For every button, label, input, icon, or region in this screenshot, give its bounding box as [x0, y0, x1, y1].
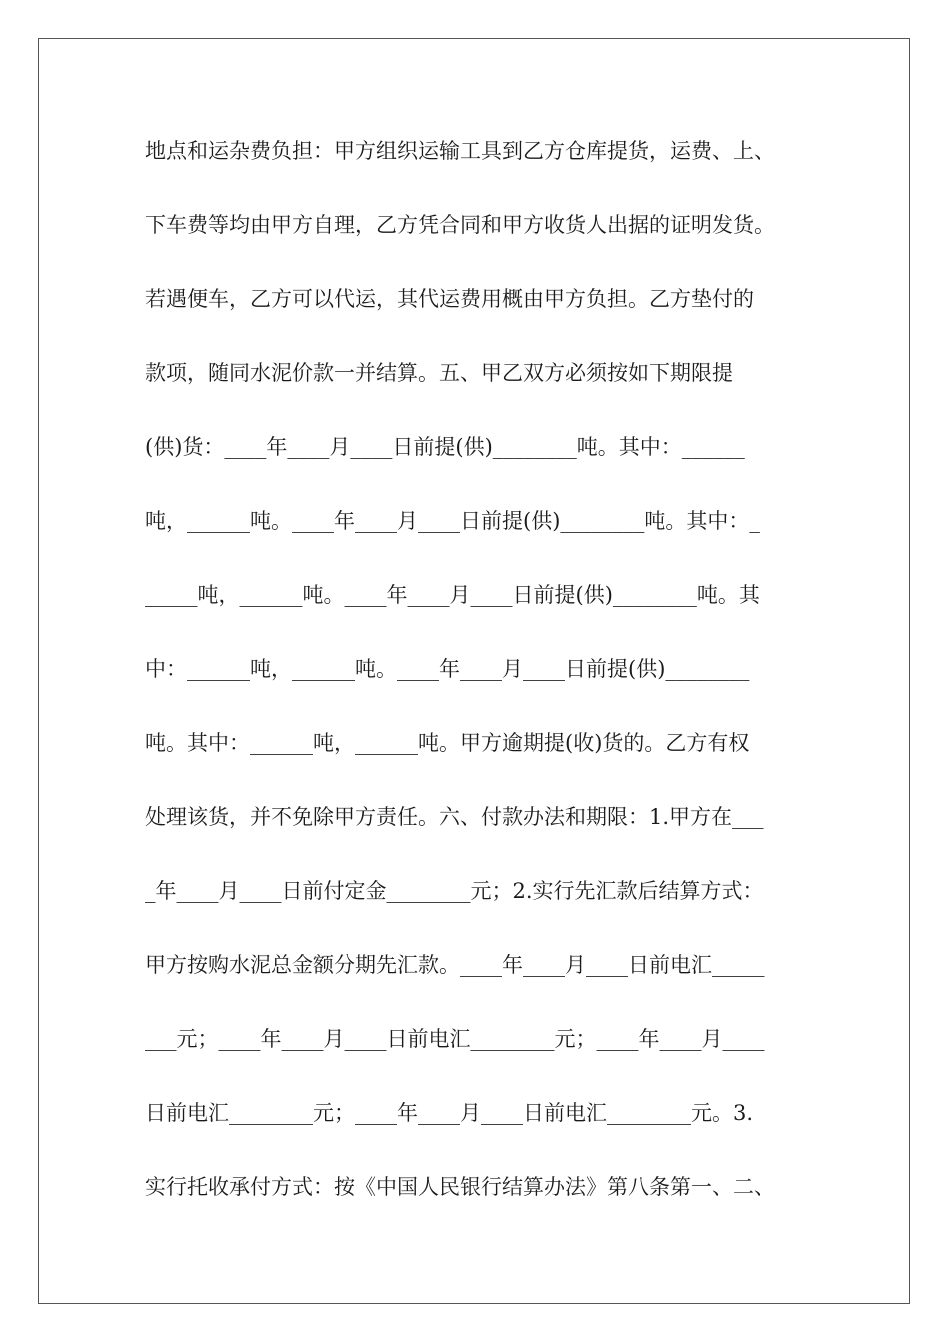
text-line: 甲方按购水泥总金额分期先汇款。____年____月____日前电汇_____ [145, 953, 765, 977]
text-line: 吨，______吨。____年____月____日前提(供)________吨。其中：_ [145, 509, 760, 533]
text-line: 地点和运杂费负担：甲方组织运输工具到乙方仓库提货，运费、上、 [145, 139, 775, 163]
text-line: 日前电汇________元；____年____月____日前电汇________元。3. [145, 1101, 754, 1125]
text-line: _____吨，______吨。____年____月____日前提(供)________吨。其 [145, 583, 760, 607]
text-line: 中：______吨，______吨。____年____月____日前提(供)________ [145, 657, 750, 681]
text-line: 吨。其中：______吨，______吨。甲方逾期提(收)货的。乙方有权 [145, 731, 750, 755]
text-line: 款项，随同水泥价款一并结算。五、甲乙双方必须按如下期限提 [145, 361, 733, 385]
text-line: ___元；____年____月____日前电汇________元；____年____月____ [145, 1027, 765, 1051]
text-line: 若遇便车，乙方可以代运，其代运费用概由甲方负担。乙方垫付的 [145, 287, 754, 311]
text-line: 下车费等均由甲方自理，乙方凭合同和甲方收货人出据的证明发货。 [145, 213, 775, 237]
document-body [145, 131, 810, 1241]
text-line: 实行托收承付方式：按《中国人民银行结算办法》第八条第一、二、 [145, 1175, 775, 1199]
text-line: 处理该货，并不免除甲方责任。六、付款办法和期限：1.甲方在___ [145, 805, 764, 829]
text-line: (供)货：____年____月____日前提(供)________吨。其中：______ [145, 435, 745, 459]
text-line: _年____月____日前付定金________元；2.实行先汇款后结算方式： [145, 879, 764, 903]
